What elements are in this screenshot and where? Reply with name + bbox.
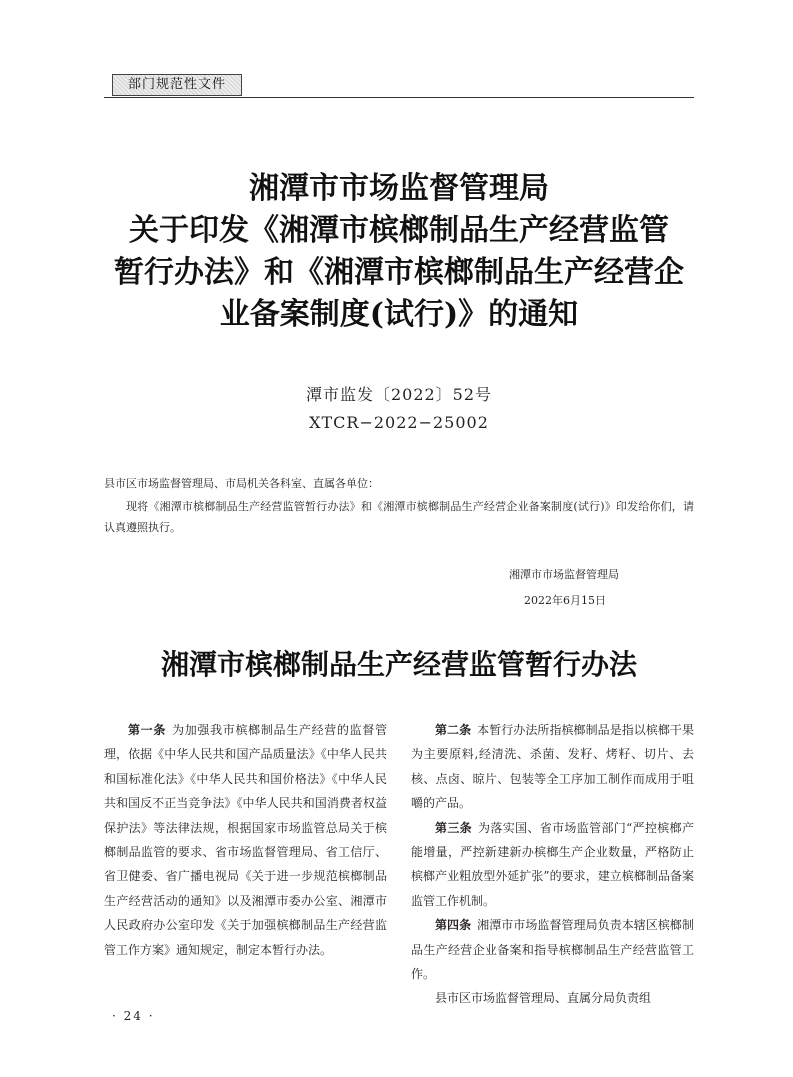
notice-title-line: 关于印发《湘潭市槟榔制品生产经营监管: [129, 213, 669, 248]
notice-issuer: 湘潭市市场监督管理局: [509, 568, 619, 581]
page-number: · 24 ·: [112, 1009, 155, 1023]
article-paragraph: [411, 816, 694, 914]
left-column: [104, 718, 387, 962]
right-column: [411, 718, 694, 1011]
article-number: 第一条: [128, 723, 167, 737]
article-number: 第三条: [435, 820, 473, 835]
registration-number: XTCR−2022−25002: [309, 413, 489, 432]
article-number: 第四条: [435, 918, 472, 933]
article-number: 第二条: [435, 723, 472, 737]
notice-title-line: 暂行办法》和《湘潭市槟榔制品生产经营企: [114, 255, 684, 290]
notice-title-line: 业备案制度(试行)》的通知: [219, 297, 579, 332]
measures-title: 湘潭市槟榔制品生产经营监管暂行办法: [160, 648, 637, 681]
notice-recipients: 县市区市场监督管理局、市局机关各科室、直属各单位：: [104, 477, 379, 490]
notice-title: [104, 168, 694, 336]
article-paragraph: [411, 913, 694, 986]
notice-date: 2022年6月15日: [524, 594, 606, 607]
notice-title-line: 湘潭市市场监督管理局: [249, 171, 549, 206]
article-text: 本暂行办法所指槟榔制品是指以槟榔干果为主要原料,经清洗、杀菌、发籽、烤籽、切片、去核、点卤、晾片、包装等全工序加工制作而成用于咀嚼的产品。: [411, 723, 694, 811]
header-rule: [104, 97, 694, 98]
article-text: 为落实国、省市场监管部门“严控槟榔产能增量，严控新建新办槟榔生产企业数量，严格防止槟榔产业粗放型外延扩张”的要求，建立槟榔制品备案监管工作机制。: [411, 820, 694, 908]
document-number: 潭市监发〔2022〕52号: [305, 385, 493, 404]
article-text: 为加强我市槟榔制品生产经营的监督管理，依据《中华人民共和国产品质量法》《中华人民共和国标准化法》《中华人民共和国价格法》《中华人民共和国反不正当竞争法》《中华人民共和国消费者权益保护法》等法律法规，根据国家市场监管总局关于槟榔制品监管的要求、省市场监督管理局、省工信厅、省卫健委、省广播电视局《关于进一步规范槟榔制品生产经营活动的通知》以及湘潭市委办公室、湘潭市人民政府办公室印发《关于加强槟榔制品生产经营监管工作方案》通知规定，制定本暂行办法。: [104, 723, 387, 957]
article-text: 湘潭市市场监督管理局负责本辖区槟榔制品生产经营企业备案和指导槟榔制品生产经营监管工作。: [411, 918, 694, 982]
notice-body: 现将《湘潭市槟榔制品生产经营监管暂行办法》和《湘潭市槟榔制品生产经营企业备案制度(试行)》印发给你们，请认真遵照执行。: [104, 500, 694, 534]
article-text: 县市区市场监督管理局、直属分局负责组: [435, 991, 652, 1006]
article-paragraph: [411, 986, 694, 1010]
article-paragraph: [104, 718, 387, 962]
article-paragraph: [411, 718, 694, 816]
section-label: 部门规范性文件: [112, 74, 242, 96]
